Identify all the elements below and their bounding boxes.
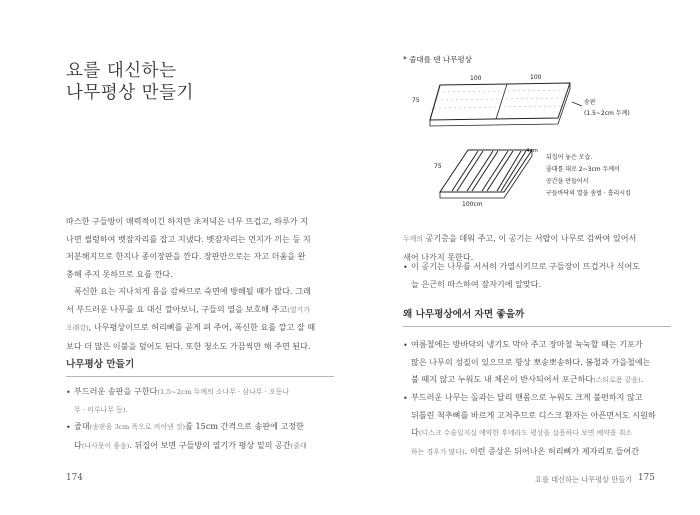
bullet-aside: 하는 경우가 많다) (411, 447, 465, 456)
bullet-line: 많은 나무의 성질이 있으므로 항상 뽀송뽀송하다. 봄철과 가을철에는 (411, 356, 651, 367)
bullet-item-boards (74, 383, 289, 419)
para2-line: 폭신한 요는 지나치게 몸을 감싸므로 숙면에 방해될 때가 많다. 그래 (74, 286, 311, 296)
cont-line: 새어 나가지 못한다. (403, 251, 474, 262)
bullet-text: 를 15cm 간격으로 송판에 고정한 (185, 421, 304, 431)
intro-line: 나면 썰렁하여 벳잠자리를 잡고 지냈다. 벳잠자리는 먼지가 끼는 등 지 (66, 233, 311, 244)
plank-note-2: (1.5~2cm 두께) (584, 110, 630, 117)
bullet-text: . 뒤집어 보면 구들방의 열기가 평상 밑의 공간 (129, 439, 291, 450)
hand-drawn-sketch (400, 40, 670, 210)
bullet-text: 부드러운 송판을 구한다 (74, 386, 158, 396)
para2-line (66, 301, 315, 320)
para2-line (66, 319, 315, 338)
underside-thickness (440, 150, 532, 198)
leader-line (572, 102, 582, 106)
bullet-dot: • (403, 394, 408, 403)
dim-75b: 75 (434, 163, 442, 170)
bullet-text: . (640, 374, 644, 385)
sketch-note-1: 뒤집어 놓은 모습. (546, 154, 593, 161)
intro-line: 충해 주지 못하므로 요를 깐다. (66, 268, 173, 279)
running-footer: 요를 대신하는 나무평상 만들기 (535, 475, 633, 484)
dim-100a: 100 (470, 75, 482, 82)
para2-line: 보다 더 많은 이불을 덮어도 된다. 또한 청소도 가끔씩만 해 주면 된다. (66, 340, 311, 351)
para2-text: , 나무평상이므로 허리뼈를 곧게 펴 주어, 폭신한 요를 깔고 잘 때 (88, 322, 316, 333)
bullet-item-seasons (411, 336, 651, 390)
dim-75a: 75 (412, 97, 420, 104)
bullet-dot: • (66, 423, 71, 432)
plank-outline (430, 83, 570, 120)
bullet-text: 다 (74, 439, 82, 450)
bullet-aside: (디스크 수술일지실 예약한 후에라도 평상을 실용하다 보면 예약을 취소 (418, 429, 633, 438)
bullet-dot: • (403, 263, 408, 272)
bullet-line (74, 383, 289, 402)
plank-joint (496, 84, 507, 119)
cont-text: 공기층을 데워 주고, 이 공기는 서랍이 나무로 감싸여 있어서 (422, 233, 637, 243)
bullet-aside: (송판을 3cm 폭으로 켜어낸 것) (89, 423, 186, 431)
section-heading-why: 왜 나무평상에서 자면 좋을까 (403, 309, 525, 320)
title-line-2: 나무평상 만들기 (66, 83, 194, 103)
intro-line: 따스한 구들방이 매력적이긴 하지만 초저녁은 너무 뜨겁고, 하루가 지 (66, 216, 309, 226)
cont-aside: 두께의 (403, 235, 423, 243)
bullet-line: 여름철에는 방바닥의 냉기도 막아 주고 장마철 눅눅할 때는 기포가 (411, 339, 643, 349)
bullet-dot: • (66, 388, 71, 397)
bullet-aside: (줄대 (290, 441, 307, 450)
batten (452, 151, 483, 191)
para2-text: 서 부드러운 나무를 요 대신 깔아보니, 구들의 열을 보호해 주고 (66, 303, 288, 314)
bullet-text: 줄대 (74, 421, 90, 431)
section-heading-making: 나무평상 만들기 (66, 359, 135, 370)
bullet-aside: (나사못이 좋음) (81, 441, 130, 450)
para2-aside: 오래감) (66, 324, 89, 333)
plank-edge (430, 85, 440, 120)
dim-100b: 100 (530, 74, 542, 81)
bullet-text: 불 때지 않고 누워도 내 체온이 반사되어서 포근하다 (411, 374, 594, 385)
bullet-line: 뒤틀린 척추뼈를 바르게 고저주므로 디스크 환자는 아픈면서도 시원하 (411, 409, 656, 420)
cont-line (403, 230, 636, 249)
section-divider (66, 376, 334, 377)
sketch-note-2: 줄대를 대로 2~3cm 두께이 (546, 166, 620, 173)
bullet-aside: (1.5~2cm 두께의 소나무 · 삼나무 · 오동나 (157, 388, 289, 396)
page-title (66, 60, 194, 104)
intro-line: 저분해지므로 한지나 종이장판을 깐다. 장판만으로는 자고 더움을 완 (66, 251, 306, 262)
page-number-left: 174 (66, 473, 83, 483)
bullet-aside: (스티로폼 같음) (593, 376, 641, 385)
bullet-line (74, 418, 307, 437)
bullet-line: 늘 은근히 따스하여 잠자기에 알맞다. (411, 278, 542, 289)
bullet-line (411, 443, 656, 462)
dim-100c: 100cm (462, 201, 483, 208)
bullet-dot: • (403, 341, 408, 350)
bullet-text: . 이런 증상은 뒤어나온 허리뼈가 제자리로 들어간 (464, 445, 640, 456)
sketch-top-label: * 줄대를 덴 나무평상 (403, 55, 472, 64)
page-number-right: 175 (638, 473, 655, 483)
bullet-line: 이 공기는 나무를 서서히 가열시키므로 구들장이 뜨겁거나 식어도 (411, 261, 641, 271)
section-divider (403, 326, 671, 327)
plank-note-1: 송판 (584, 99, 596, 106)
bullet-item-spine (411, 389, 656, 461)
title-line-1: 요를 대신하는 (66, 61, 177, 81)
bullet-line: 무 · 미루나무 등). (74, 405, 128, 414)
para2-aside: (열기가 (287, 305, 310, 314)
bullet-line (411, 371, 651, 390)
sketch-note-4: 구들바닥의 열을 솜벌 · 흡리시킴 (546, 190, 631, 197)
intro-paragraph (66, 213, 311, 283)
batten (467, 151, 498, 191)
paragraph-2 (66, 283, 315, 355)
bullet-item-battens (74, 418, 307, 455)
bullet-line (411, 424, 656, 443)
dim-4cm: 4cm (526, 148, 538, 154)
sketch-note-3: 공간을 만들어서 (546, 178, 589, 185)
bullet-line: 부드러운 나무는 돌과는 달리 맨몸으로 누워도 크게 불편하지 않고 (411, 392, 643, 402)
bullet-text: 다 (411, 427, 419, 438)
bullet-item-warmth (411, 258, 640, 293)
bullet-line (74, 437, 307, 456)
